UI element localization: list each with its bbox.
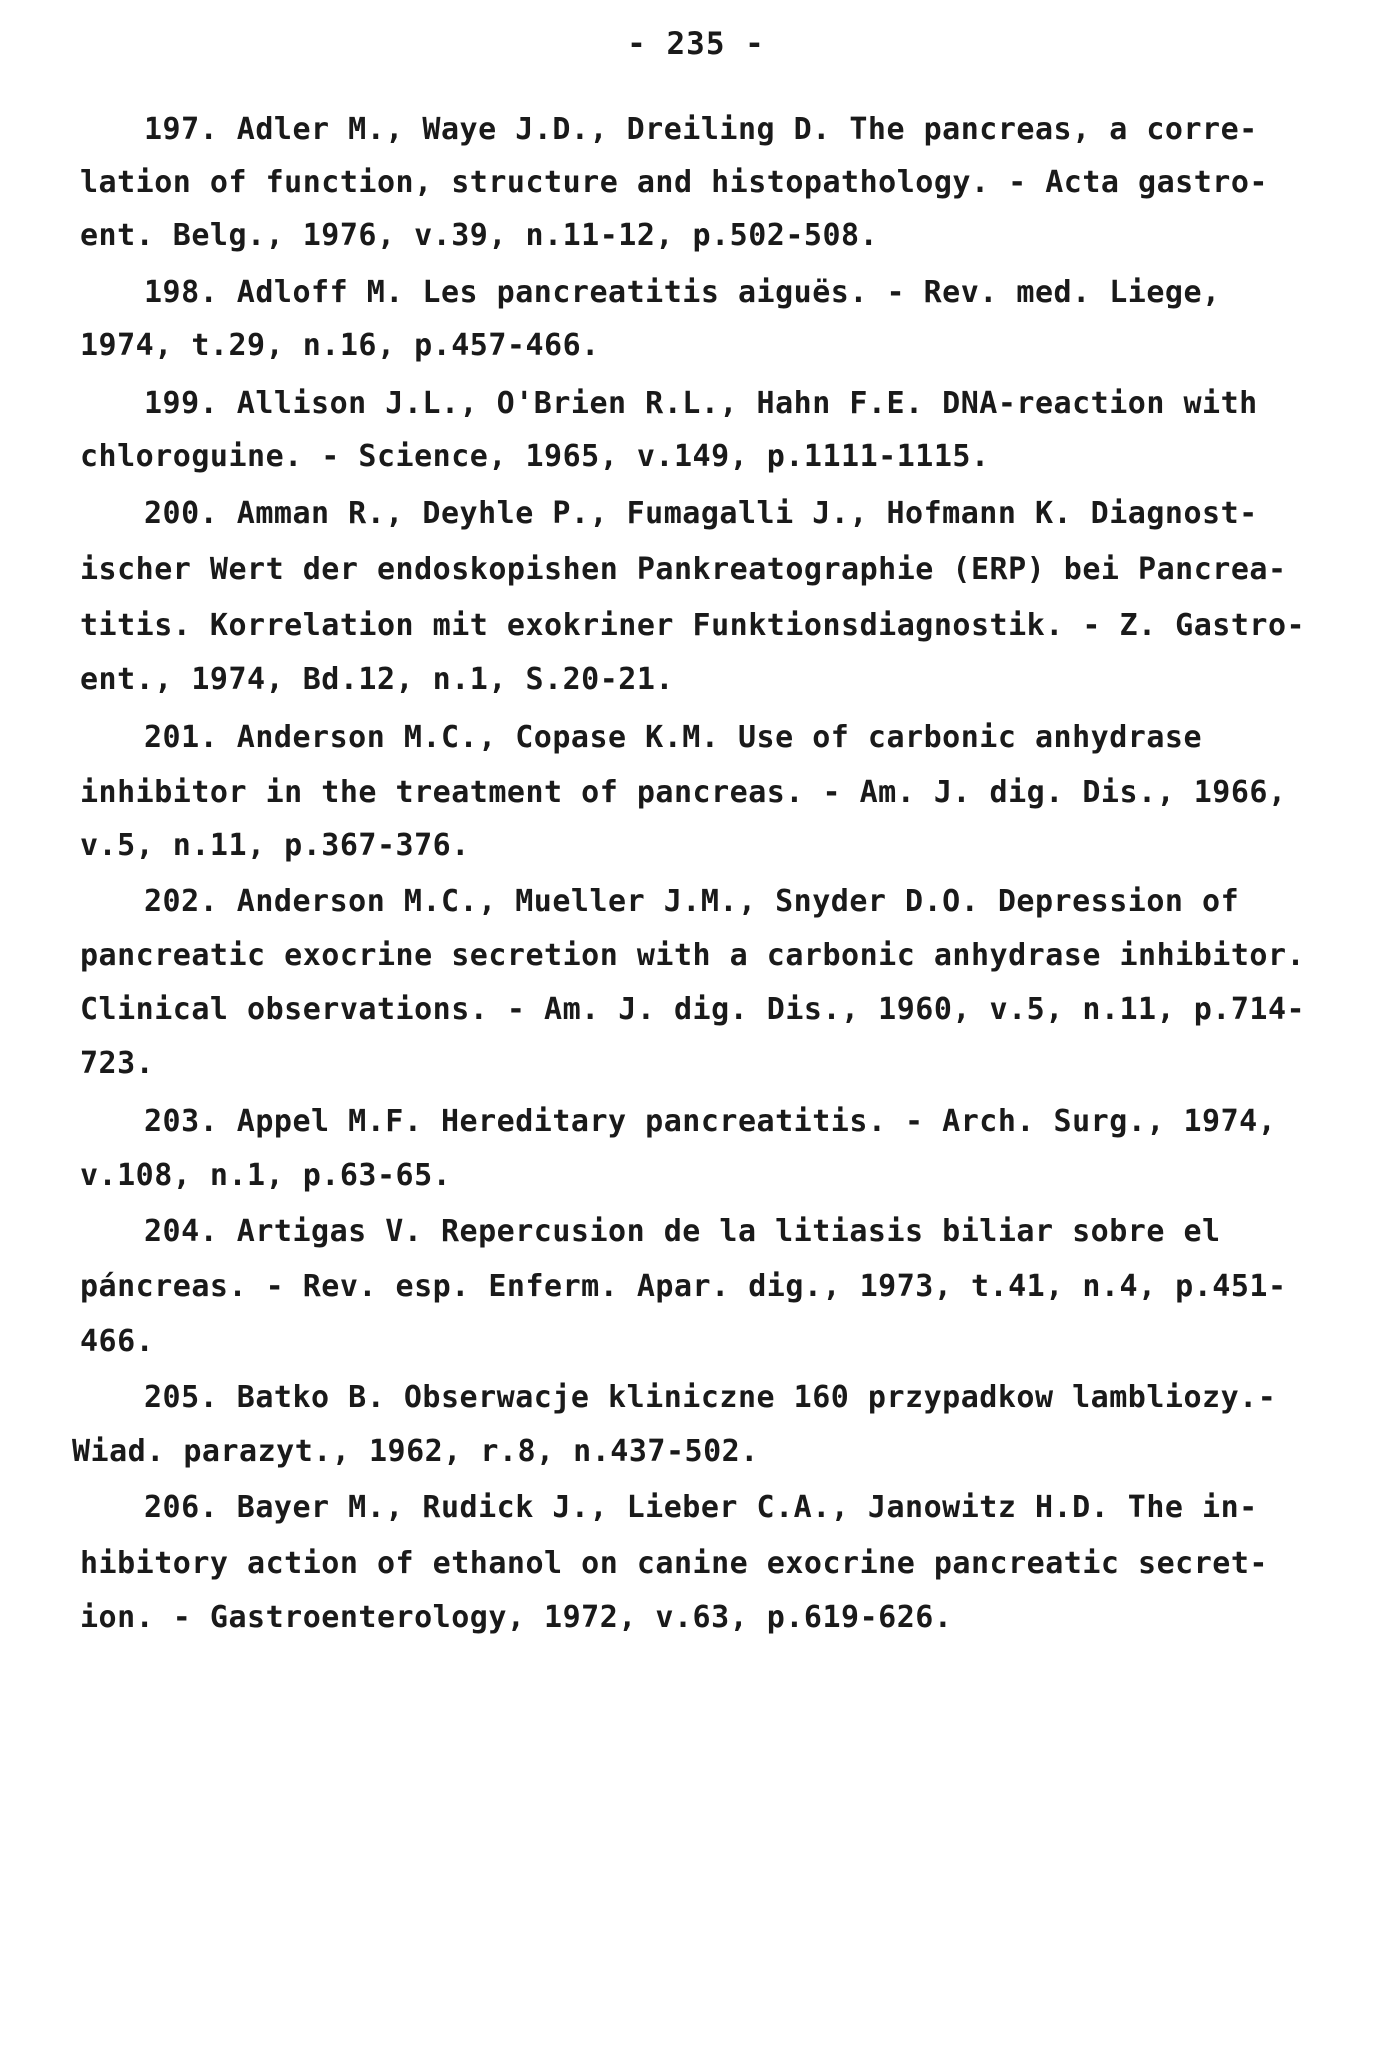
reference-line: ion. - Gastroenterology, 1972, v.63, p.619-626. xyxy=(80,1600,953,1635)
reference-line: 1974, t.29, n.16, p.457-466. xyxy=(80,328,600,363)
reference-line: 198. Adloff M. Les pancreatitis aiguës. - Rev. med. Liege, xyxy=(144,275,1221,310)
reference-line: ischer Wert der endoskopishen Pankreatographie (ERP) bei Pancrea- xyxy=(80,552,1287,587)
reference-line: 204. Artigas V. Repercusion de la litiasis biliar sobre el xyxy=(144,1214,1221,1249)
reference-line: 202. Anderson M.C., Mueller J.M., Snyder D.O. Depression of xyxy=(144,884,1240,919)
page-number: - 235 - xyxy=(627,26,765,62)
reference-line: lation of function, structure and histopathology. - Acta gastro- xyxy=(80,165,1268,200)
reference-line: páncreas. - Rev. esp. Enferm. Apar. dig., 1973, t.41, n.4, p.451- xyxy=(80,1269,1287,1304)
reference-line: titis. Korrelation mit exokriner Funktionsdiagnostik. - Z. Gastro- xyxy=(80,608,1306,643)
reference-line: 199. Allison J.L., O'Brien R.L., Hahn F.E. DNA-reaction with xyxy=(144,386,1258,421)
reference-line: inhibitor in the treatment of pancreas. - Am. J. dig. Dis., 1966, xyxy=(80,775,1287,810)
reference-line: 723. xyxy=(80,1046,155,1081)
reference-line: 205. Batko B. Obserwacje kliniczne 160 przypadkow lambliozy.- xyxy=(144,1380,1277,1415)
reference-line: 203. Appel M.F. Hereditary pancreatitis. - Arch. Surg., 1974, xyxy=(144,1104,1277,1139)
reference-line: Clinical observations. - Am. J. dig. Dis., 1960, v.5, n.11, p.714- xyxy=(80,992,1306,1027)
reference-line: 197. Adler M., Waye J.D., Dreiling D. The pancreas, a corre- xyxy=(144,112,1258,147)
reference-line: ent. Belg., 1976, v.39, n.11-12, p.502-508. xyxy=(80,218,879,253)
reference-line: 466. xyxy=(80,1324,155,1359)
reference-line: Wiad. parazyt., 1962, r.8, n.437-502. xyxy=(72,1434,759,1469)
reference-line: hibitory action of ethanol on canine exocrine pancreatic secret- xyxy=(80,1546,1268,1581)
reference-line: 200. Amman R., Deyhle P., Fumagalli J., Hofmann K. Diagnost- xyxy=(144,496,1258,531)
reference-line: v.108, n.1, p.63-65. xyxy=(80,1158,452,1193)
reference-line: 206. Bayer M., Rudick J., Lieber C.A., Janowitz H.D. The in- xyxy=(144,1490,1258,1525)
reference-line: 201. Anderson M.C., Copase K.M. Use of carbonic anhydrase xyxy=(144,720,1203,755)
reference-line: v.5, n.11, p.367-376. xyxy=(80,828,470,863)
reference-line: pancreatic exocrine secretion with a carbonic anhydrase inhibitor. xyxy=(80,938,1306,973)
reference-line: chloroguine. - Science, 1965, v.149, p.1111-1115. xyxy=(80,439,990,474)
reference-line: ent., 1974, Bd.12, n.1, S.20-21. xyxy=(80,662,674,697)
